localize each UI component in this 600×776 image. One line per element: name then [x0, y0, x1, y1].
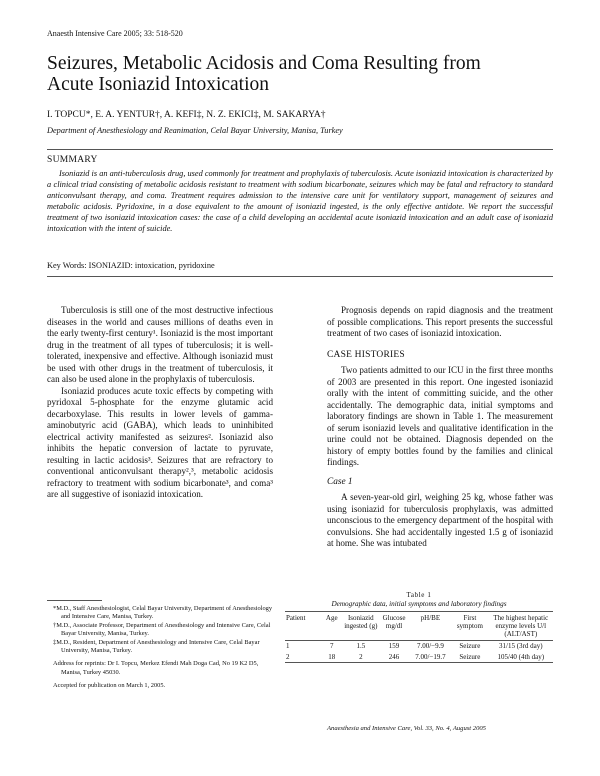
left-paragraph-1: Tuberculosis is still one of the most destructive infectious diseases in the world and causes millions of deaths even in the early twenty-first century¹. Isoniazid is the most important drug in the treatment of all types of tuberculosis; it is well-tolerated, inexpensive and effective. Although isoniazid must be used with other drugs in the treatment of tuberculosis, it can also be used alone in the prophylaxis of tuberculosis. [47, 305, 273, 384]
journal-reference: Anaesth Intensive Care 2005; 33: 518-520 [47, 29, 183, 38]
table-cell: 246 [388, 652, 400, 661]
article-title: Seizures, Metabolic Acidosis and Coma Resulting from Acute Isoniazid Intoxication [47, 53, 481, 95]
table-cell: 2 [286, 652, 290, 661]
accepted-date: Accepted for publication on March 1, 2005. [53, 682, 166, 690]
footnote-1: *M.D., Staff Anesthesiologist, Celal Bayar University, Department of Anesthesiology and Intensive Care, Manisa, Turkey. [53, 605, 273, 621]
author-list: I. TOPCU*, E. A. YENTUR†, A. KEFI‡, N. Z. EKICI‡, M. SAKARYA† [47, 110, 326, 120]
summary-heading: SUMMARY [47, 155, 98, 165]
table-header-cell: Age [325, 614, 338, 622]
abstract-text: Isoniazid is an anti-tuberculosis drug, used commonly for treatment and prophylaxis of tuberculosis. Acute isoniazid intoxication is characterized by a clinical triad consisting of metabolic acidosis resistant to treatment with sodium bicarbonate, seizures which may be fatal and refractory to standard anticonvulsant therapy, and coma. Treatment requires admission to the intensive care unit for ventilatory support, management of seizures and metabolic acidosis. Pyridoxine, in a dose equivalent to the amount of isoniazid ingested, is the only effective antidote. We report the successful treatment of two isoniazid intoxication cases: the case of a child developing an accidental acute isoniazid intoxication and an adult case of isoniazid intoxication with the intent of suicide. [47, 169, 553, 233]
page-footer: Anaesthesia and Intensive Care, Vol. 33, No. 4, August 2005 [327, 725, 486, 732]
table-1 [285, 591, 553, 663]
reprint-address: Address for reprints: Dr I. Topcu, Merkez Efendi Mah Doga Cad, No 19 K2 D5, Manisa, Turkey 45030. [53, 660, 259, 676]
table-cell: 31/15 (3rd day) [499, 642, 543, 650]
table-header-cell: The highest hepatic enzyme levels U/l (ALT/AST) [493, 614, 549, 638]
table-header-cell: pH/BE [420, 614, 441, 622]
table-title: Demographic data, initial symptoms and laboratory findings [331, 600, 507, 608]
table-cell: 1 [286, 642, 290, 650]
table-header-cell: First symptom [456, 614, 483, 630]
footnote-2: †M.D., Associate Professor, Department of Anesthesiology and Intensive Care, Celal Bayar University, Manisa, Turkey. [53, 621, 271, 638]
table-cell: 1.5 [356, 642, 366, 650]
table-cell: 7.00/−19.7 [415, 652, 446, 661]
affiliation: Department of Anesthesiology and Reanimation, Celal Bayar University, Manisa, Turkey [47, 126, 343, 135]
right-paragraph-3: A seven-year-old girl, weighing 25 kg, whose father was using isoniazid for tuberculosis prophylaxis, was admitted unconscious to the emergency department of the hospital with convulsions. She had accidentally ingested 1.5 g of isoniazid at home. She was intubated [327, 492, 553, 548]
table-header-cell: Glucose mg/dl [382, 614, 406, 630]
table-row [285, 652, 553, 663]
table-header-cell: Patient [286, 614, 306, 622]
keywords-rest: intoxication, pyridoxine [134, 261, 215, 270]
keywords-label: Key Words: [47, 261, 87, 270]
case-histories-heading: CASE HISTORIES [327, 349, 405, 360]
table-label: Table 1 [406, 591, 432, 599]
footnote-3: ‡M.D., Resident, Department of Anesthesiology and Intensive Care, Celal Bayar University, Manisa, Turkey. [53, 638, 260, 655]
table-cell: 159 [388, 642, 400, 650]
divider-bottom [47, 276, 553, 277]
table-header-row [285, 612, 553, 641]
data-table [285, 611, 553, 663]
footnote-rule [47, 600, 102, 601]
table-cell: 7.00/−9.9 [416, 642, 444, 650]
table-cell: 7 [329, 642, 334, 650]
table-cell: Seizure [459, 652, 481, 661]
right-paragraph-1: Prognosis depends on rapid diagnosis and the treatment of possible complications. This report presents the successful treatment of two cases of isoniazid intoxication. [327, 305, 553, 338]
left-column [47, 305, 273, 501]
left-paragraph-2: Isoniazid produces acute toxic effects by competing with pyridoxal 5-phosphate for the enzyme glutamic acid decarboxylase. This results in lower levels of gamma-aminobutyric acid (GABA), which leads to uninhibited electrical activity manifested as seizures². Isoniazid also inhibits the hepatic conversion of lactate to pyruvate, resulting in lactic acidosis³. Seizures that are refractory to conventional anticonvulsant therapy²,³, metabolic acidosis refractory to treatment with sodium bicarbonate³, and coma³ are all suggestive of isoniazid intoxication. [47, 385, 273, 499]
table-cell: 18 [328, 652, 336, 661]
table-cell: 105/40 (4th day) [497, 652, 545, 661]
divider-top [47, 149, 553, 150]
table-cell: Seizure [459, 642, 481, 650]
table-row [285, 641, 553, 652]
table-cell: 2 [359, 652, 363, 661]
right-paragraph-2: Two patients admitted to our ICU in the first three months of 2003 are presented in this report. One ingested isoniazid orally with the intent of committing suicide, and the other accidentally. The demographic data, initial symptoms and laboratory findings are shown in Table 1. The measurement of serum isoniazid levels and qualitative identification in the urine could not be obtained. Diagnosis depended on the history of empty bottles found by the families and clinical findings. [327, 365, 553, 467]
footnotes [47, 605, 273, 691]
keywords [47, 261, 215, 270]
table-header-cell: Isoniazid ingested (g) [344, 614, 378, 630]
right-column [327, 305, 553, 550]
case1-heading: Case 1 [327, 476, 353, 487]
keywords-main: ISONIAZID: [88, 261, 133, 270]
